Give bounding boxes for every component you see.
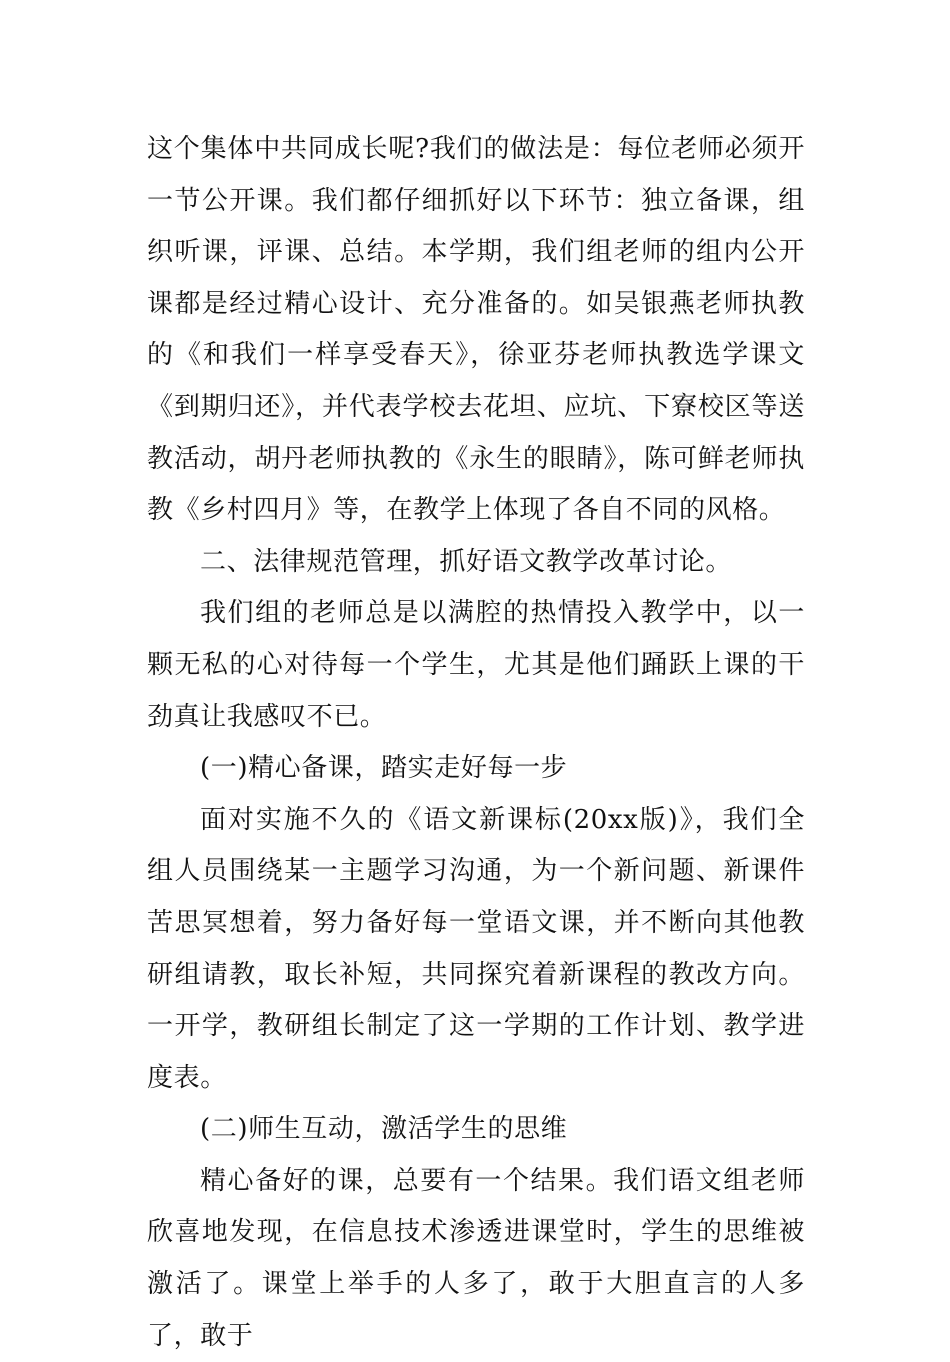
paragraph: 我们组的老师总是以满腔的热情投入教学中，以一颗无私的心对待每一个学生，尤其是他们踊跃上课的干劲真让我感叹不已。: [147, 598, 805, 732]
paragraph: 面对实施不久的《语文新课标(20xx版)》，我们全组人员围绕某一主题学习沟通，为一个新问题、新课件苦思冥想着，努力备好每一堂语文课，并不断向其他教研组请教，取长补短，共同探究着新课程的教改方向。一开学，教研组长制定了这一学期的工作计划、教学进度表。: [147, 804, 805, 1093]
subheading-two: (二)师生互动，激活学生的思维: [200, 1114, 568, 1145]
paragraph-continued: 这个集体中共同成长呢?我们的做法是：每位老师必须开一节公开课。我们都仔细抓好以下环节：独立备课，组织听课，评课、总结。本学期，我们组老师的组内公开课都是经过精心设计、充分准备的。如吴银燕老师执教的《和我们一样享受春天》，徐亚芬老师执教选学课文《到期归还》，并代表学校去花坦、应坑、下寮校区等送教活动，胡丹老师执教的《永生的眼睛》，陈可鲜老师执教《乡村四月》等，在教学上体现了各自不同的风格。: [147, 134, 805, 526]
paragraph: 精心备好的课，总要有一个结果。我们语文组老师欣喜地发现，在信息技术渗透进课堂时，学生的思维被激活了。课堂上举手的人多了，敢于大胆直言的人多了，敢于: [147, 1165, 805, 1351]
document-body: [147, 124, 805, 1362]
subheading-one: (一)精心备课，踏实走好每一步: [200, 753, 568, 784]
section-heading-two: 二、法律规范管理，抓好语文教学改革讨论。: [200, 546, 733, 577]
